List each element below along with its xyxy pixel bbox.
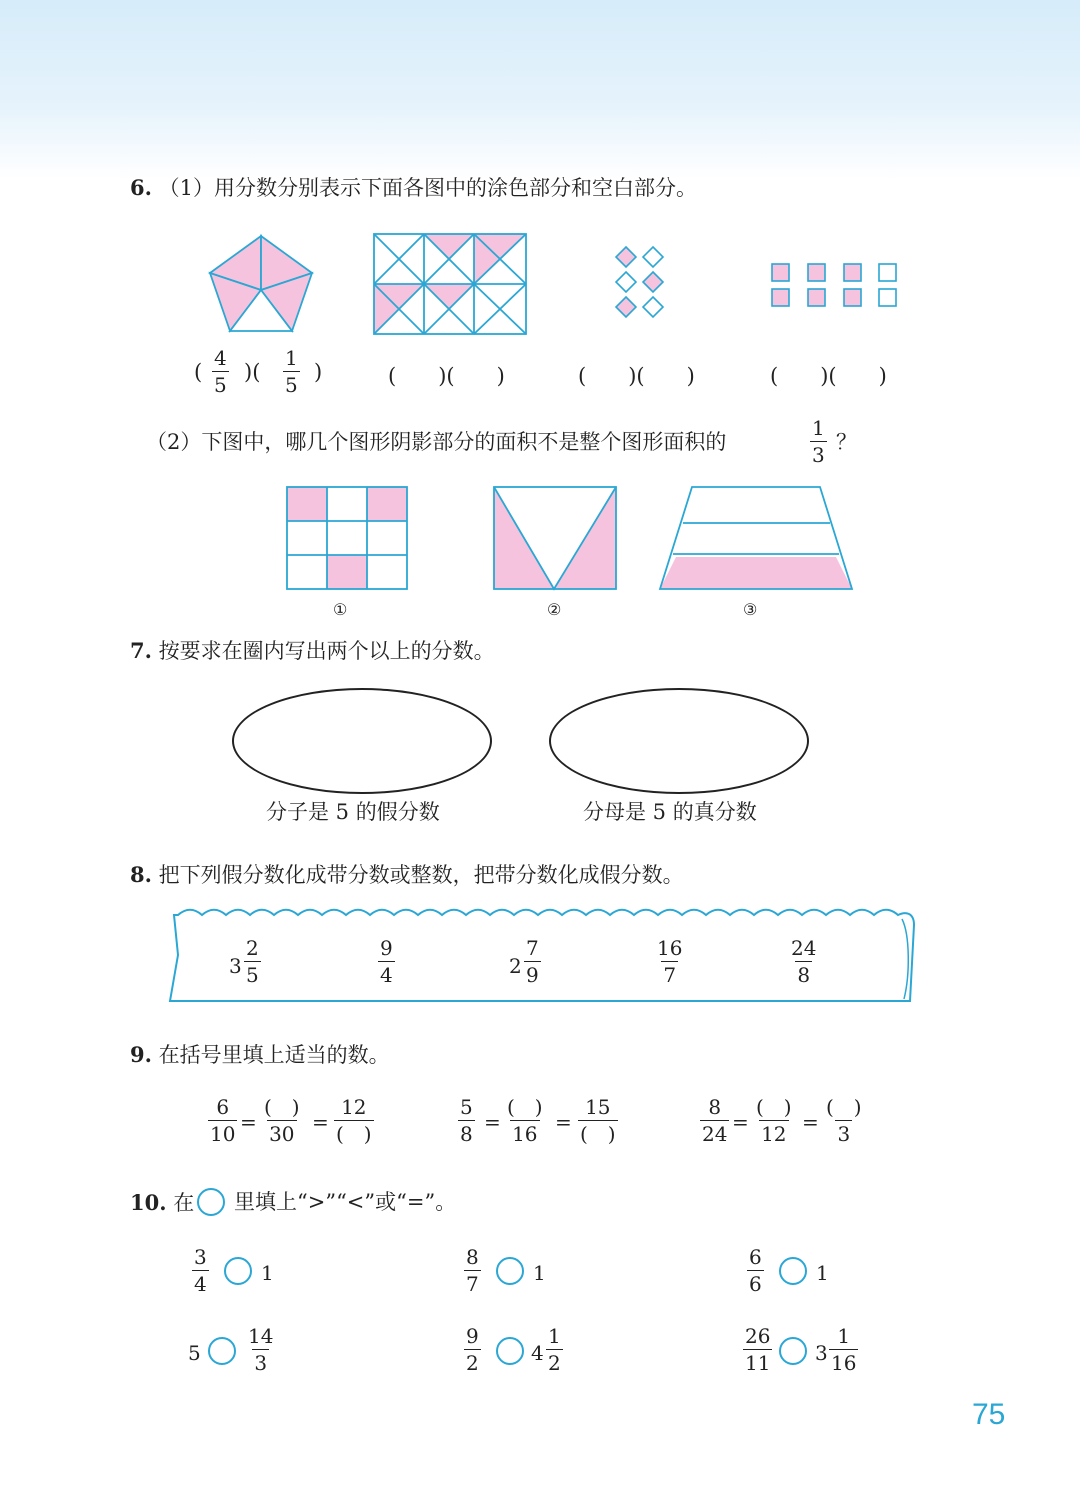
mixed-whole: 4 — [531, 1341, 544, 1365]
answer-blank-2[interactable]: ( )( ) — [388, 364, 505, 388]
numerator: 1 — [837, 1324, 851, 1348]
squares-figure — [770, 262, 900, 310]
q8-fraction-5 — [789, 938, 818, 985]
page-number: 75 — [972, 1398, 1006, 1431]
q10-r1-c2-right: 1 — [533, 1261, 546, 1285]
q10-r2-c3-left — [743, 1326, 772, 1373]
q10-number: 10. — [130, 1190, 167, 1215]
q10-r1-c3-right: 1 — [816, 1261, 829, 1285]
q7-title — [130, 640, 495, 662]
denominator: 2 — [466, 1351, 479, 1375]
q8-fraction-3 — [524, 938, 541, 985]
denominator: 6 — [749, 1272, 762, 1296]
q9-g2-fraction-3[interactable] — [578, 1097, 618, 1144]
diamonds-figure — [612, 244, 668, 322]
q8-number: 8. — [130, 862, 152, 887]
denominator: 5 — [214, 373, 227, 397]
q8-fraction-1 — [244, 938, 261, 985]
numerator: 8 — [466, 1245, 479, 1269]
numerator: 1 — [285, 346, 298, 370]
denominator: 24 — [702, 1122, 728, 1146]
q6-number: 6. — [130, 175, 152, 200]
denominator: 3 — [837, 1122, 851, 1146]
figure-label-3: ③ — [743, 600, 758, 619]
q10-r2-c1-left: 5 — [188, 1341, 201, 1365]
numerator: 14 — [248, 1324, 274, 1348]
numerator: 1 — [812, 416, 825, 440]
q6-part2-text: （2）下图中，哪几个图形阴影部分的面积不是整个图形面积的 — [146, 430, 727, 454]
q9-g2-fraction-2[interactable] — [505, 1097, 545, 1144]
mixed-whole: 3 — [815, 1341, 828, 1365]
q9-g1-fraction-2[interactable] — [262, 1097, 302, 1144]
fraction-shaded-answer — [212, 348, 229, 395]
numerator[interactable]: ( ) — [756, 1095, 792, 1119]
compare-circle[interactable] — [208, 1337, 236, 1365]
paren-mid: )( — [244, 360, 261, 384]
compare-circle-icon — [197, 1188, 225, 1216]
q8-title-text: 把下列假分数化成带分数或整数，把带分数化成假分数。 — [158, 863, 684, 887]
q7-title-text: 按要求在圈内写出两个以上的分数。 — [158, 639, 495, 663]
q10-r2-c2-right — [546, 1326, 563, 1373]
grid-figure — [285, 485, 409, 591]
pentagon-figure — [205, 232, 317, 336]
q10-r1-c2-left — [464, 1247, 481, 1294]
equals-sign: = — [555, 1110, 572, 1134]
denominator: 10 — [210, 1122, 236, 1146]
numerator: 8 — [708, 1095, 722, 1119]
equals-sign: = — [240, 1110, 257, 1134]
denominator: 3 — [254, 1351, 268, 1375]
figure-label-1: ① — [333, 600, 348, 619]
oval-label-improper: 分子是 5 的假分数 — [266, 800, 440, 824]
v-triangle-figure — [492, 485, 618, 591]
answer-oval-improper[interactable] — [232, 688, 492, 794]
numerator: 7 — [526, 936, 539, 960]
numerator: 16 — [657, 936, 683, 960]
paren-open: ( — [194, 360, 203, 384]
denominator: 2 — [548, 1351, 561, 1375]
denominator: 5 — [285, 373, 298, 397]
q10-title-post: 里填上“>”“<”或“=”。 — [234, 1190, 457, 1214]
numerator: 4 — [214, 346, 227, 370]
numerator[interactable]: ( ) — [264, 1095, 300, 1119]
q9-g3-fraction-2[interactable] — [754, 1097, 794, 1144]
q9-g2-fraction-1 — [458, 1097, 475, 1144]
oval-label-proper: 分母是 5 的真分数 — [583, 800, 757, 824]
numerator: 15 — [585, 1095, 611, 1119]
q8-fraction-4 — [655, 938, 684, 985]
denominator: 3 — [812, 443, 825, 467]
rectangle-triangles-figure — [372, 232, 528, 336]
figure-label-2: ② — [547, 600, 562, 619]
equals-sign: = — [484, 1110, 501, 1134]
q10-title-pre: 在 — [173, 1191, 195, 1215]
q9-g1-fraction-3[interactable] — [334, 1097, 374, 1144]
answer-blank-4[interactable]: ( )( ) — [770, 364, 887, 388]
q6-title-text: （1）用分数分别表示下面各图中的涂色部分和空白部分。 — [158, 176, 697, 200]
q9-title-text: 在括号里填上适当的数。 — [158, 1043, 390, 1067]
q10-r1-c1-left — [192, 1247, 209, 1294]
q8-fraction-2 — [378, 938, 395, 985]
numerator[interactable]: ( ) — [507, 1095, 543, 1119]
compare-circle[interactable] — [779, 1337, 807, 1365]
q6-title — [130, 177, 697, 199]
numerator: 9 — [466, 1324, 479, 1348]
numerator: 2 — [246, 936, 259, 960]
numerator: 6 — [749, 1245, 762, 1269]
q9-title — [130, 1044, 390, 1066]
mixed-whole: 2 — [509, 954, 522, 978]
denominator: 30 — [269, 1122, 295, 1146]
q9-number: 9. — [130, 1042, 152, 1067]
denominator: 8 — [460, 1122, 473, 1146]
denominator[interactable]: ( ) — [336, 1122, 372, 1146]
q8-title — [130, 864, 684, 886]
denominator: 16 — [512, 1122, 538, 1146]
denominator: 7 — [663, 963, 677, 987]
numerator: 12 — [341, 1095, 367, 1119]
header-band — [0, 0, 1080, 180]
paren-close: ) — [314, 360, 323, 384]
denominator: 12 — [761, 1122, 787, 1146]
denominator: 9 — [526, 963, 539, 987]
denominator: 7 — [466, 1272, 479, 1296]
trapezoid-figure — [658, 485, 854, 591]
numerator: 1 — [548, 1324, 561, 1348]
compare-circle[interactable] — [224, 1257, 252, 1285]
question-mark: ？ — [836, 430, 857, 454]
q7-number: 7. — [130, 638, 152, 663]
q10-r2-c3-right — [829, 1326, 858, 1373]
equals-sign: = — [312, 1110, 329, 1134]
q9-g3-fraction-3[interactable] — [824, 1097, 864, 1144]
denominator: 8 — [797, 963, 811, 987]
denominator: 5 — [246, 963, 259, 987]
q9-g1-fraction-1 — [208, 1097, 237, 1144]
one-third-fraction — [810, 418, 827, 465]
q10-r2-c2-left — [464, 1326, 481, 1373]
numerator: 6 — [216, 1095, 230, 1119]
equals-sign: = — [802, 1110, 819, 1134]
mixed-whole: 3 — [229, 954, 242, 978]
q10-title — [130, 1192, 194, 1214]
numerator: 26 — [745, 1324, 771, 1348]
denominator: 16 — [831, 1351, 857, 1375]
numerator: 24 — [791, 936, 817, 960]
denominator: 4 — [380, 963, 393, 987]
numerator: 5 — [460, 1095, 473, 1119]
denominator: 11 — [745, 1351, 771, 1375]
equals-sign: = — [732, 1110, 749, 1134]
answer-blank-3[interactable]: ( )( ) — [578, 364, 695, 388]
compare-circle[interactable] — [496, 1337, 524, 1365]
q10-r1-c3-left — [747, 1247, 764, 1294]
compare-circle[interactable] — [496, 1257, 524, 1285]
q10-r1-c1-right: 1 — [261, 1261, 274, 1285]
numerator: 9 — [380, 936, 393, 960]
denominator: 4 — [194, 1272, 207, 1296]
q10-r2-c1-right — [246, 1326, 275, 1373]
numerator: 3 — [194, 1245, 207, 1269]
answer-oval-proper[interactable] — [549, 688, 809, 794]
compare-circle[interactable] — [779, 1257, 807, 1285]
q9-g3-fraction-1 — [700, 1097, 729, 1144]
numerator[interactable]: ( ) — [826, 1095, 862, 1119]
fraction-blank-answer — [283, 348, 300, 395]
denominator[interactable]: ( ) — [580, 1122, 616, 1146]
